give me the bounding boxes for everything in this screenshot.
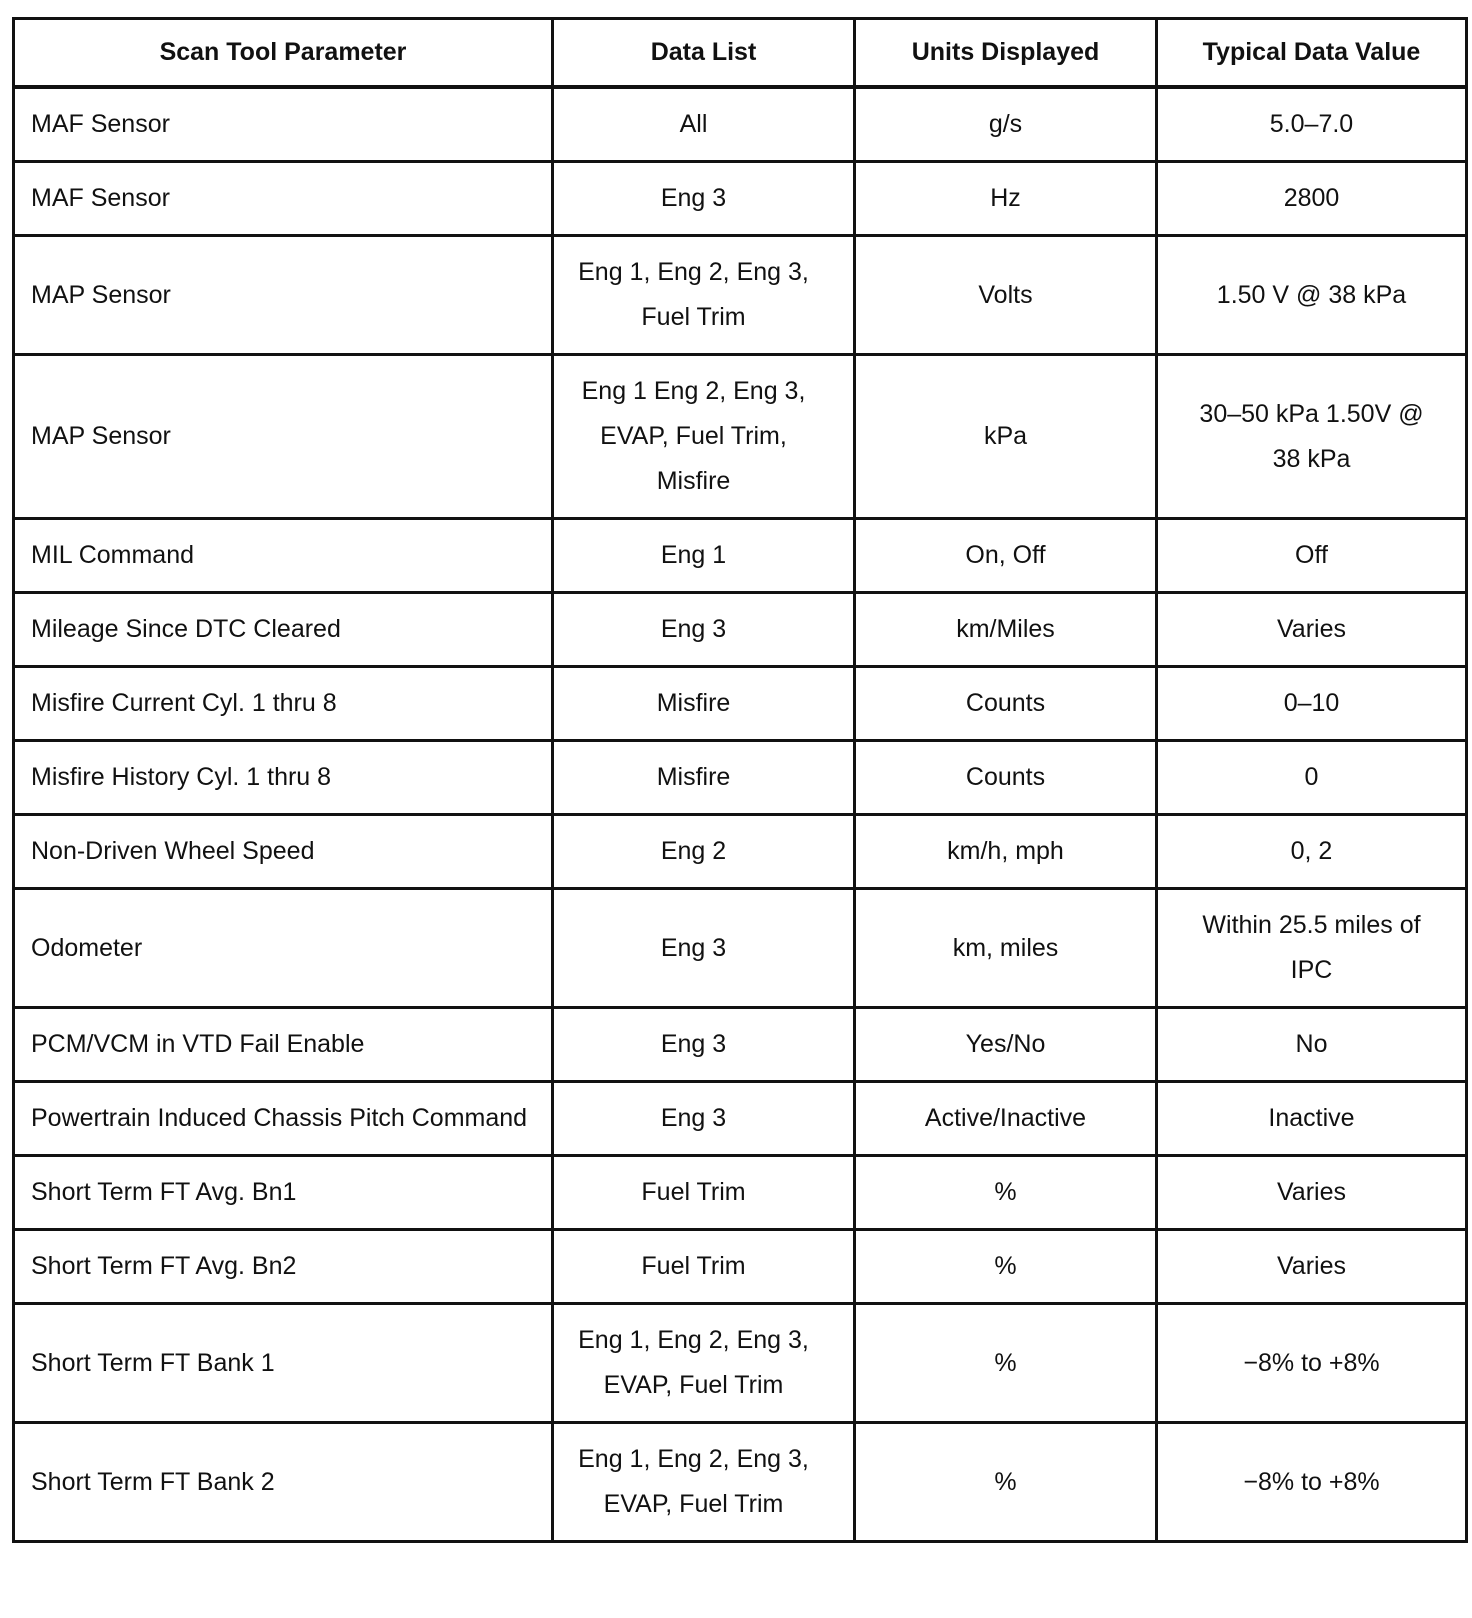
table-row <box>14 87 1467 162</box>
cell-data-list: Eng 1, Eng 2, Eng 3, Fuel Trim <box>553 236 855 355</box>
cell-data-list: Eng 2 <box>553 815 855 889</box>
cell-typical-value: −8% to +8% <box>1157 1423 1467 1542</box>
cell-units: g/s <box>855 87 1157 162</box>
cell-data-list: Fuel Trim <box>553 1156 855 1230</box>
cell-parameter: Short Term FT Bank 2 <box>14 1423 553 1542</box>
cell-typical-value: Off <box>1157 519 1467 593</box>
cell-typical-value: No <box>1157 1008 1467 1082</box>
cell-typical-value: Inactive <box>1157 1082 1467 1156</box>
cell-units: Yes/No <box>855 1008 1157 1082</box>
table-row <box>14 1230 1467 1304</box>
scan-tool-data-table <box>12 17 1468 1543</box>
cell-units: km, miles <box>855 889 1157 1008</box>
cell-data-list: Eng 1, Eng 2, Eng 3, EVAP, Fuel Trim <box>553 1304 855 1423</box>
cell-parameter: MIL Command <box>14 519 553 593</box>
cell-parameter: PCM/VCM in VTD Fail Enable <box>14 1008 553 1082</box>
cell-data-list: Misfire <box>553 741 855 815</box>
cell-parameter: MAP Sensor <box>14 355 553 519</box>
header-typical-data-value: Typical Data Value <box>1157 19 1467 88</box>
table-row <box>14 1156 1467 1230</box>
cell-typical-value: Varies <box>1157 1230 1467 1304</box>
cell-parameter: MAF Sensor <box>14 162 553 236</box>
table-row <box>14 519 1467 593</box>
cell-data-list: Eng 3 <box>553 1082 855 1156</box>
table-header-row <box>14 19 1467 88</box>
table-row <box>14 815 1467 889</box>
cell-parameter: MAF Sensor <box>14 87 553 162</box>
cell-typical-value: Varies <box>1157 593 1467 667</box>
cell-parameter: MAP Sensor <box>14 236 553 355</box>
cell-units: Volts <box>855 236 1157 355</box>
cell-typical-value: 30–50 kPa 1.50V @ 38 kPa <box>1157 355 1467 519</box>
cell-units: Counts <box>855 741 1157 815</box>
cell-units: % <box>855 1304 1157 1423</box>
cell-data-list: Eng 3 <box>553 1008 855 1082</box>
cell-units: kPa <box>855 355 1157 519</box>
cell-units: % <box>855 1230 1157 1304</box>
table-row <box>14 741 1467 815</box>
header-scan-tool-parameter: Scan Tool Parameter <box>14 19 553 88</box>
table-row <box>14 1008 1467 1082</box>
table-row <box>14 236 1467 355</box>
cell-units: % <box>855 1423 1157 1542</box>
cell-typical-value: Varies <box>1157 1156 1467 1230</box>
cell-parameter: Short Term FT Avg. Bn2 <box>14 1230 553 1304</box>
cell-data-list: Eng 3 <box>553 889 855 1008</box>
cell-data-list: Eng 1 Eng 2, Eng 3, EVAP, Fuel Trim, Misfire <box>553 355 855 519</box>
table-row <box>14 1304 1467 1423</box>
cell-units: Active/Inactive <box>855 1082 1157 1156</box>
table-row <box>14 162 1467 236</box>
cell-parameter: Short Term FT Avg. Bn1 <box>14 1156 553 1230</box>
table-row <box>14 593 1467 667</box>
cell-units: km/h, mph <box>855 815 1157 889</box>
cell-typical-value: 0, 2 <box>1157 815 1467 889</box>
header-units-displayed: Units Displayed <box>855 19 1157 88</box>
cell-parameter: Misfire Current Cyl. 1 thru 8 <box>14 667 553 741</box>
cell-typical-value: Within 25.5 miles of IPC <box>1157 889 1467 1008</box>
cell-typical-value: 1.50 V @ 38 kPa <box>1157 236 1467 355</box>
cell-parameter: Misfire History Cyl. 1 thru 8 <box>14 741 553 815</box>
table-row <box>14 889 1467 1008</box>
cell-typical-value: 0–10 <box>1157 667 1467 741</box>
cell-units: Hz <box>855 162 1157 236</box>
cell-typical-value: 2800 <box>1157 162 1467 236</box>
cell-units: % <box>855 1156 1157 1230</box>
cell-parameter: Odometer <box>14 889 553 1008</box>
cell-data-list: Eng 1, Eng 2, Eng 3, EVAP, Fuel Trim <box>553 1423 855 1542</box>
cell-parameter: Non-Driven Wheel Speed <box>14 815 553 889</box>
cell-data-list: Eng 3 <box>553 162 855 236</box>
cell-data-list: Misfire <box>553 667 855 741</box>
cell-typical-value: 0 <box>1157 741 1467 815</box>
cell-parameter: Short Term FT Bank 1 <box>14 1304 553 1423</box>
table-row <box>14 1423 1467 1542</box>
table-row <box>14 1082 1467 1156</box>
cell-typical-value: −8% to +8% <box>1157 1304 1467 1423</box>
cell-data-list: All <box>553 87 855 162</box>
cell-units: Counts <box>855 667 1157 741</box>
cell-parameter: Powertrain Induced Chassis Pitch Command <box>14 1082 553 1156</box>
cell-typical-value: 5.0–7.0 <box>1157 87 1467 162</box>
cell-units: On, Off <box>855 519 1157 593</box>
cell-parameter: Mileage Since DTC Cleared <box>14 593 553 667</box>
cell-data-list: Fuel Trim <box>553 1230 855 1304</box>
cell-data-list: Eng 1 <box>553 519 855 593</box>
cell-units: km/Miles <box>855 593 1157 667</box>
cell-data-list: Eng 3 <box>553 593 855 667</box>
table-row <box>14 355 1467 519</box>
table-row <box>14 667 1467 741</box>
header-data-list: Data List <box>553 19 855 88</box>
